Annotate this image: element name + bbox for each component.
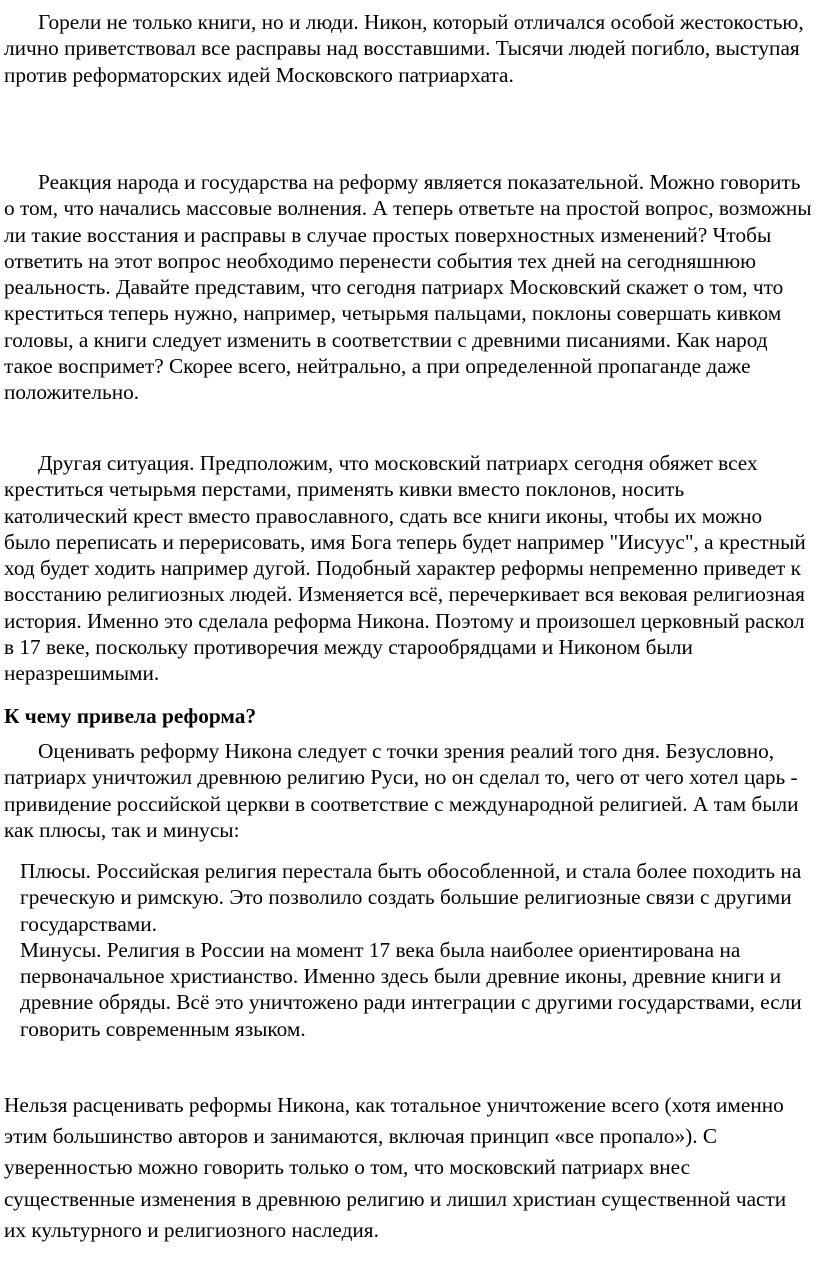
paragraph-2: Реакция народа и государства на реформу является показательной. Можно говорить о том, что начались массовые волнения. А теперь ответьте на простой вопрос, возможны ли такие восстания и расправы в случае простых поверхностных изменений? Чтобы ответить на этот вопрос необходимо перенести события тех дней на сегодняшнюю реальность. Давайте представим, что сегодня патриарх Московский скажет о том, что креститься теперь нужно, например, четырьмя пальцами, поклоны совершать кивком головы, а книги следует изменить в соответствии с древними писаниями. Как народ такое воспримет? Скорее всего, нейтрально, а при определенной пропаганде даже положительно.: [4, 170, 812, 405]
pros-cons-list: [20, 858, 810, 1042]
list-item-pros: Плюсы. Российская религия перестала быть обособленной, и стала более походить на греческую и римскую. Это позволило создать большие религиозные связи с другими государствами.: [20, 859, 802, 936]
paragraph-3: Другая ситуация. Предположим, что московский патриарх сегодня обяжет всех креститься четырьмя перстами, применять кивки вместо поклонов, носить католический крест вместо православного, сдать все книги иконы, чтобы их можно было переписать и перерисовать, имя Бога теперь будет например "Иисуус", а крестный ход будет ходить например дугой. Подобный характер реформы непременно приведет к восстанию религиозных людей. Изменяется всё, перечеркивает вся вековая религиозная история. Именно это сделала реформа Никона. Поэтому и произошел церковный раскол в 17 веке, поскольку противоречия между старообрядцами и Никоном были неразрешимыми.: [4, 451, 806, 686]
list-item-cons: Минусы. Религия в России на момент 17 века была наиболее ориентирована на первоначальное христианство. Именно здесь были древние иконы, древние книги и древние обряды. Всё это уничтожено ради интеграции с другими государствами, если говорить современным языком.: [20, 937, 802, 1041]
section-heading: К чему привела реформа?: [4, 704, 257, 728]
conclusion-paragraph: Нельзя расценивать реформы Никона, как тотальное уничтожение всего (хотя именно этим большинство авторов и занимаются, включая принцип «все пропало»). С уверенностью можно говорить только о том, что московский патриарх внес существенные изменения в древнюю религию и лишил христиан существенной части их культурного и религиозного наследия.: [4, 1093, 787, 1242]
intro-paragraph: Оценивать реформу Никона следует с точки зрения реалий того дня. Безусловно, патриарх уничтожил древнюю религию Руси, но он сделал то, чего от чего хотел царь - привидение российской церкви в соответствие с международной религией. А там были как плюсы, так и минусы:: [4, 739, 799, 842]
paragraph-1: Горели не только книги, но и люди. Никон, который отличался особой жестокостью, лично приветствовал все расправы над восставшими. Тысячи людей погибло, выступая против реформаторских идей Московского патриархата.: [4, 10, 804, 87]
